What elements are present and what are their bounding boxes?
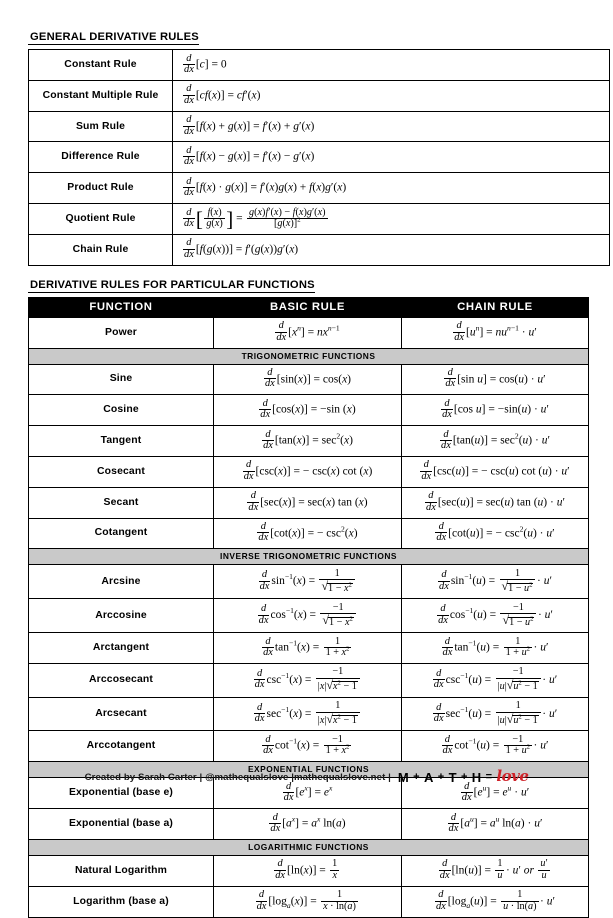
basic-rule-formula: $\frac{d}{dx}$ $[\log_a(x)]$ = $\frac{1}{x \cdot \ln(a)}$	[214, 886, 402, 917]
general-rules-title: GENERAL DERIVATIVE RULES	[30, 31, 199, 43]
function-name: Logarithm (base a)	[29, 886, 214, 917]
function-name: Sine	[29, 364, 214, 395]
basic-rule-formula: $\frac{d}{dx}$ [ln(x)] = $\frac{1}{x}$	[214, 855, 402, 886]
chain-rule-formula: $\frac{d}{dx}$ [csc(u)] = − csc(u) cot (u) · u′	[402, 456, 589, 487]
general-derivative-rules-table	[28, 49, 610, 266]
table-row	[29, 731, 589, 762]
rule-formula: $\frac{d}{dx}$ [f(g(x))] = f′(g(x))g′(x)	[173, 234, 610, 265]
rule-name: Difference Rule	[29, 142, 173, 173]
band-label: LOGARITHMIC FUNCTIONS	[29, 839, 589, 855]
function-name: Cosine	[29, 395, 214, 426]
logo-letter-m: M	[397, 769, 410, 785]
function-name: Arccosine	[29, 599, 214, 633]
rule-formula: $\frac{d}{dx}$ [f(x) · g(x)] = f′(x)g(x) + f(x)g′(x)	[173, 173, 610, 204]
function-name: Tangent	[29, 426, 214, 457]
basic-rule-formula: $\frac{d}{dx}$ $\sin^{-1}(x)$ = $\frac{1}{√1 - x^2}$	[214, 565, 402, 599]
chain-rule-formula: $\frac{d}{dx}$ $[e^u] = e^u \cdot u'$	[402, 778, 589, 809]
table-row	[29, 234, 610, 265]
equals-icon: =	[485, 771, 493, 783]
function-name: Exponential (base a)	[29, 809, 214, 840]
rule-formula: $\frac{d}{dx}$ [ $\frac{f(x)}{g(x)}$ ] = $\frac{g(x)f'(x) - f(x)g'(x)}{[g(x)]^2}$	[173, 204, 610, 235]
rule-formula: $\frac{d}{dx}$ [c] = 0	[173, 50, 610, 81]
plus-icon: +	[413, 771, 420, 783]
basic-rule-formula: $\frac{d}{dx}$ $\cot^{-1}(x)$ = $\frac{-1}{1 + x^2}$	[214, 731, 402, 762]
table-header-row	[29, 297, 589, 317]
function-name: Exponential (base e)	[29, 778, 214, 809]
rule-name: Constant Multiple Rule	[29, 80, 173, 111]
chain-rule-formula: $\frac{d}{dx}$ $[u^n] = nu^{n-1} \cdot u'$	[402, 317, 589, 348]
footer	[0, 768, 613, 786]
plus-icon: +	[460, 771, 468, 783]
basic-rule-formula: $\frac{d}{dx}$ $[a^x] = a^x$ ln(a)	[214, 809, 402, 840]
chain-rule-formula: $\frac{d}{dx}$ $\sin^{-1}(u)$ = $\frac{1}{√1 - u^2}$ · u′	[402, 565, 589, 599]
basic-rule-formula: $\frac{d}{dx}$ [cot(x)] = − $\csc^2(x)$	[214, 518, 402, 549]
table-row	[29, 364, 589, 395]
section-band-inverse-trigonometric	[29, 549, 589, 565]
table-row	[29, 80, 610, 111]
basic-rule-formula: $\frac{d}{dx}$ [sin(x)] = cos(x)	[214, 364, 402, 395]
function-name: Arcsecant	[29, 697, 214, 731]
table-row	[29, 599, 589, 633]
table-row	[29, 855, 589, 886]
credit-text: Created by Sarah Carter | @mathequalslove |mathequalslove.net |	[84, 771, 391, 783]
function-name: Arcsine	[29, 565, 214, 599]
table-row	[29, 663, 589, 697]
general-rules-title-wrap	[28, 0, 613, 45]
band-label: INVERSE TRIGONOMETRIC FUNCTIONS	[29, 549, 589, 565]
table-row	[29, 886, 589, 917]
chain-rule-formula: $\frac{d}{dx}$ [cos u] = −sin(u) · u′	[402, 395, 589, 426]
particular-rules-title-wrap	[28, 266, 613, 293]
rule-name: Sum Rule	[29, 111, 173, 142]
logo-letter-t: T	[448, 769, 457, 785]
table-row	[29, 173, 610, 204]
band-label: EXPONENTIAL FUNCTIONS	[29, 762, 589, 778]
table-row	[29, 142, 610, 173]
basic-rule-formula: $\frac{d}{dx}$ $\cos^{-1}(x)$ = $\frac{-1}{√1 - x^2}$	[214, 599, 402, 633]
basic-rule-formula: $\frac{d}{dx}$ $[\tan(x)] = \sec^2(x)$	[214, 426, 402, 457]
section-band-trigonometric	[29, 348, 589, 364]
chain-rule-formula: $\frac{d}{dx}$ $\cot^{-1}(u)$ = $\frac{-1}{1 + u^2}$ · u′	[402, 731, 589, 762]
column-header-basic-rule: BASIC RULE	[214, 297, 402, 317]
rule-formula: $\frac{d}{dx}$ [cf(x)] = cf′(x)	[173, 80, 610, 111]
table-row	[29, 395, 589, 426]
mathequalslove-logo	[398, 768, 528, 786]
rule-formula: $\frac{d}{dx}$ [f(x) + g(x)] = f′(x) + g′(x)	[173, 111, 610, 142]
basic-rule-formula: $\frac{d}{dx}$ [cos(x)] = −sin (x)	[214, 395, 402, 426]
table-row	[29, 204, 610, 235]
logo-love-script: love	[496, 767, 529, 785]
rule-name: Constant Rule	[29, 50, 173, 81]
basic-rule-formula: $\frac{d}{dx}$ $\sec^{-1}(x)$ = $\frac{1}{|x|√x^2 - 1}$	[214, 697, 402, 731]
particular-rules-title: DERIVATIVE RULES FOR PARTICULAR FUNCTIONS	[30, 278, 315, 291]
chain-rule-formula: $\frac{d}{dx}$ [sec(u)] = sec(u) tan (u) · u′	[402, 487, 589, 518]
table-row	[29, 518, 589, 549]
function-name: Secant	[29, 487, 214, 518]
chain-rule-formula: $\frac{d}{dx}$ [cot(u)] = − $\csc^2(u) \cdot u'$	[402, 518, 589, 549]
table-row	[29, 809, 589, 840]
rule-name: Quotient Rule	[29, 204, 173, 235]
function-name: Arctangent	[29, 633, 214, 664]
table-row	[29, 50, 610, 81]
basic-rule-formula: $\frac{d}{dx}$ $[x^n] = nx^{n-1}$	[214, 317, 402, 348]
band-label: TRIGONOMETRIC FUNCTIONS	[29, 348, 589, 364]
logo-letter-h: H	[471, 769, 482, 785]
basic-rule-formula: $\frac{d}{dx}$ [sec(x)] = sec(x) tan (x)	[214, 487, 402, 518]
chain-rule-formula: $\frac{d}{dx}$ $[\tan(u)] = \sec^2(u) \cdot u'$	[402, 426, 589, 457]
chain-rule-formula: $\frac{d}{dx}$ $[a^u] = a^u$ ln(a) · u′	[402, 809, 589, 840]
function-name: Arccosecant	[29, 663, 214, 697]
function-name: Arccotangent	[29, 731, 214, 762]
table-row	[29, 565, 589, 599]
function-name: Cotangent	[29, 518, 214, 549]
table-row	[29, 426, 589, 457]
column-header-chain-rule: CHAIN RULE	[402, 297, 589, 317]
table-row	[29, 317, 589, 348]
chain-rule-formula: $\frac{d}{dx}$ $[\log_a(u)]$ = $\frac{1}{u \cdot \ln(a)}$ · u′	[402, 886, 589, 917]
column-header-function: FUNCTION	[29, 297, 214, 317]
table-row	[29, 697, 589, 731]
chain-rule-formula: $\frac{d}{dx}$ $\cos^{-1}(u)$ = $\frac{-1}{√1 - u^2}$ · u′	[402, 599, 589, 633]
rule-name: Product Rule	[29, 173, 173, 204]
plus-icon: +	[437, 771, 445, 783]
logo-letter-a: A	[423, 769, 434, 785]
function-name: Natural Logarithm	[29, 855, 214, 886]
table-row	[29, 487, 589, 518]
table-row	[29, 456, 589, 487]
section-band-logarithmic	[29, 839, 589, 855]
chain-rule-formula: $\frac{d}{dx}$ $\sec^{-1}(u)$ = $\frac{1}{|u|√u^2 - 1}$ · u′	[402, 697, 589, 731]
chain-rule-formula: $\frac{d}{dx}$ $\tan^{-1}(u)$ = $\frac{1}{1 + u^2}$ · u′	[402, 633, 589, 664]
particular-functions-table	[28, 297, 589, 918]
rule-formula: $\frac{d}{dx}$ [f(x) − g(x)] = f′(x) − g′(x)	[173, 142, 610, 173]
function-name: Cosecant	[29, 456, 214, 487]
rule-name: Chain Rule	[29, 234, 173, 265]
table-row	[29, 111, 610, 142]
chain-rule-formula: $\frac{d}{dx}$ [ln(u)] = $\frac{1}{u}$ · u′ or $\frac{u'}{u}$	[402, 855, 589, 886]
function-name: Power	[29, 317, 214, 348]
chain-rule-formula: $\frac{d}{dx}$ [sin u] = cos(u) · u′	[402, 364, 589, 395]
basic-rule-formula: $\frac{d}{dx}$ [csc(x)] = − csc(x) cot (x)	[214, 456, 402, 487]
basic-rule-formula: $\frac{d}{dx}$ $\tan^{-1}(x)$ = $\frac{1}{1 + x^2}$	[214, 633, 402, 664]
table-row	[29, 633, 589, 664]
basic-rule-formula: $\frac{d}{dx}$ $[e^x] = e^x$	[214, 778, 402, 809]
basic-rule-formula: $\frac{d}{dx}$ $\csc^{-1}(x)$ = $\frac{-1}{|x|√x^2 - 1}$	[214, 663, 402, 697]
chain-rule-formula: $\frac{d}{dx}$ $\csc^{-1}(u)$ = $\frac{-1}{|u|√u^2 - 1}$ · u′	[402, 663, 589, 697]
